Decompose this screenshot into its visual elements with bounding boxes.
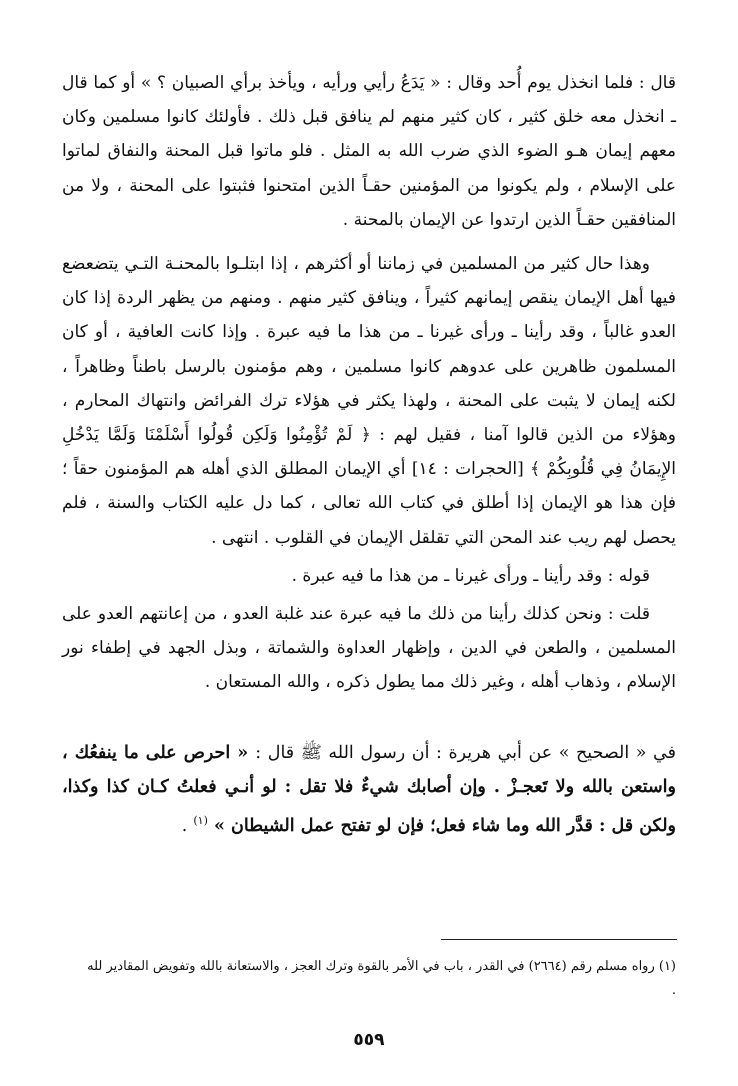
- hadith-block: [62, 736, 676, 843]
- footnote: (١) رواه مسلم رقم (٢٦٦٤) في القدر ، باب في الأمر بالقوة وترك العجز ، والاستعانة بالله وتفويض المقادير لله .: [87, 959, 676, 998]
- footnote-divider: [441, 939, 677, 940]
- paragraph-1: قال : فلما انخذل يوم أُحد وقال : « يَدَعُ رأيي ورأيه ، ويأخذ برأي الصبيان ؟ » أو كما قال ـ انخذل معه خلق كثير ، كان كثير منهم لم ينافق قبل ذلك . فأولئك كانوا مسلمين وكان معهم إيمان هـو الضوء الذي ضرب الله به المثل . فلو ماتوا قبل المحنة والنفاق لماتوا على الإسلام ، ولم يكونوا من المؤمنين حقـاً الذين امتحنوا فثبتوا على المحنة ، ولا من المنافقين حقـاً الذين ارتدوا عن الإيمان بالمحنة .: [62, 73, 676, 230]
- hadith-intro: في « الصحيح » عن أبي هريرة : أن رسول الله ﷺ قال :: [255, 742, 677, 763]
- hadith-text: « احرص على ما ينفعُك ، واستعن بالله ولا تَعجـزْ . وإن أصابك شيءٌ فلا تقل : لو أنـي فعلتُ كـان كذا وكذا، ولكن قل : قدَّر الله وما شاء فعل؛ فإن لو تفتح عمل الشيطان »: [62, 742, 676, 836]
- page-number: ٥٥٩: [353, 1030, 385, 1050]
- page-body: [62, 66, 676, 860]
- footnote-marker: (١): [193, 813, 208, 827]
- paragraph-3: قوله : وقد رأينا ـ ورأى غيرنا ـ من هذا ما فيه عبرة .: [291, 565, 650, 586]
- hadith-end: .: [181, 815, 188, 836]
- paragraph-2: وهذا حال كثير من المسلمين في زماننا أو أكثرهم ، إذا ابتلـوا بالمحنـة التـي يتضعضع فيها أهل الإيمان ينقص إيمانهم كثيراً ، وينافق كثير منهم . ومنهم من يظهر الردة إذا كان العدو غالباً ، وقد رأينا ـ ورأى غيرنا ـ من هذا ما فيه عبرة . وإذا كانت العافية ، أو كان المسلمون ظاهرين على عدوهم كانوا مسلمين ، وهم مؤمنون بالرسل باطناً وظاهراً ، لكنه إيمان لا يثبت على المحنة ، ولهذا يكثر في هؤلاء ترك الفرائض وانتهاك المحارم ، وهؤلاء من الذين قالوا آمنا ، فقيل لهم : ﴿ لَمْ تُؤْمِنُوا وَلَكِن قُولُوا أَسْلَمْنَا وَلَمَّا يَدْخُلِ الإِيمَانُ فِي قُلُوبِكُمْ ﴾ [الحجرات : ١٤] أي الإيمان المطلق الذي أهله هم المؤمنون حقاً ؛ فإن هذا هو الإيمان إذا أطلق في كتاب الله تعالى ، كما دل عليه الكتاب والسنة ، فلم يحصل لهم ريب عند المحن التي تقلقل الإيمان في القلوب . انتهى .: [62, 254, 677, 548]
- paragraph-4: قلت : ونحن كذلك رأينا من ذلك ما فيه عبرة عند غلبة العدو ، من إعانتهم العدو على المسلمين ، والطعن في الدين ، وإظهار العداوة والشماتة ، وبذل الجهد في إطفاء نور الإسلام ، وذهاب أهله ، وغير ذلك مما يطول ذكره ، والله المستعان .: [62, 604, 676, 693]
